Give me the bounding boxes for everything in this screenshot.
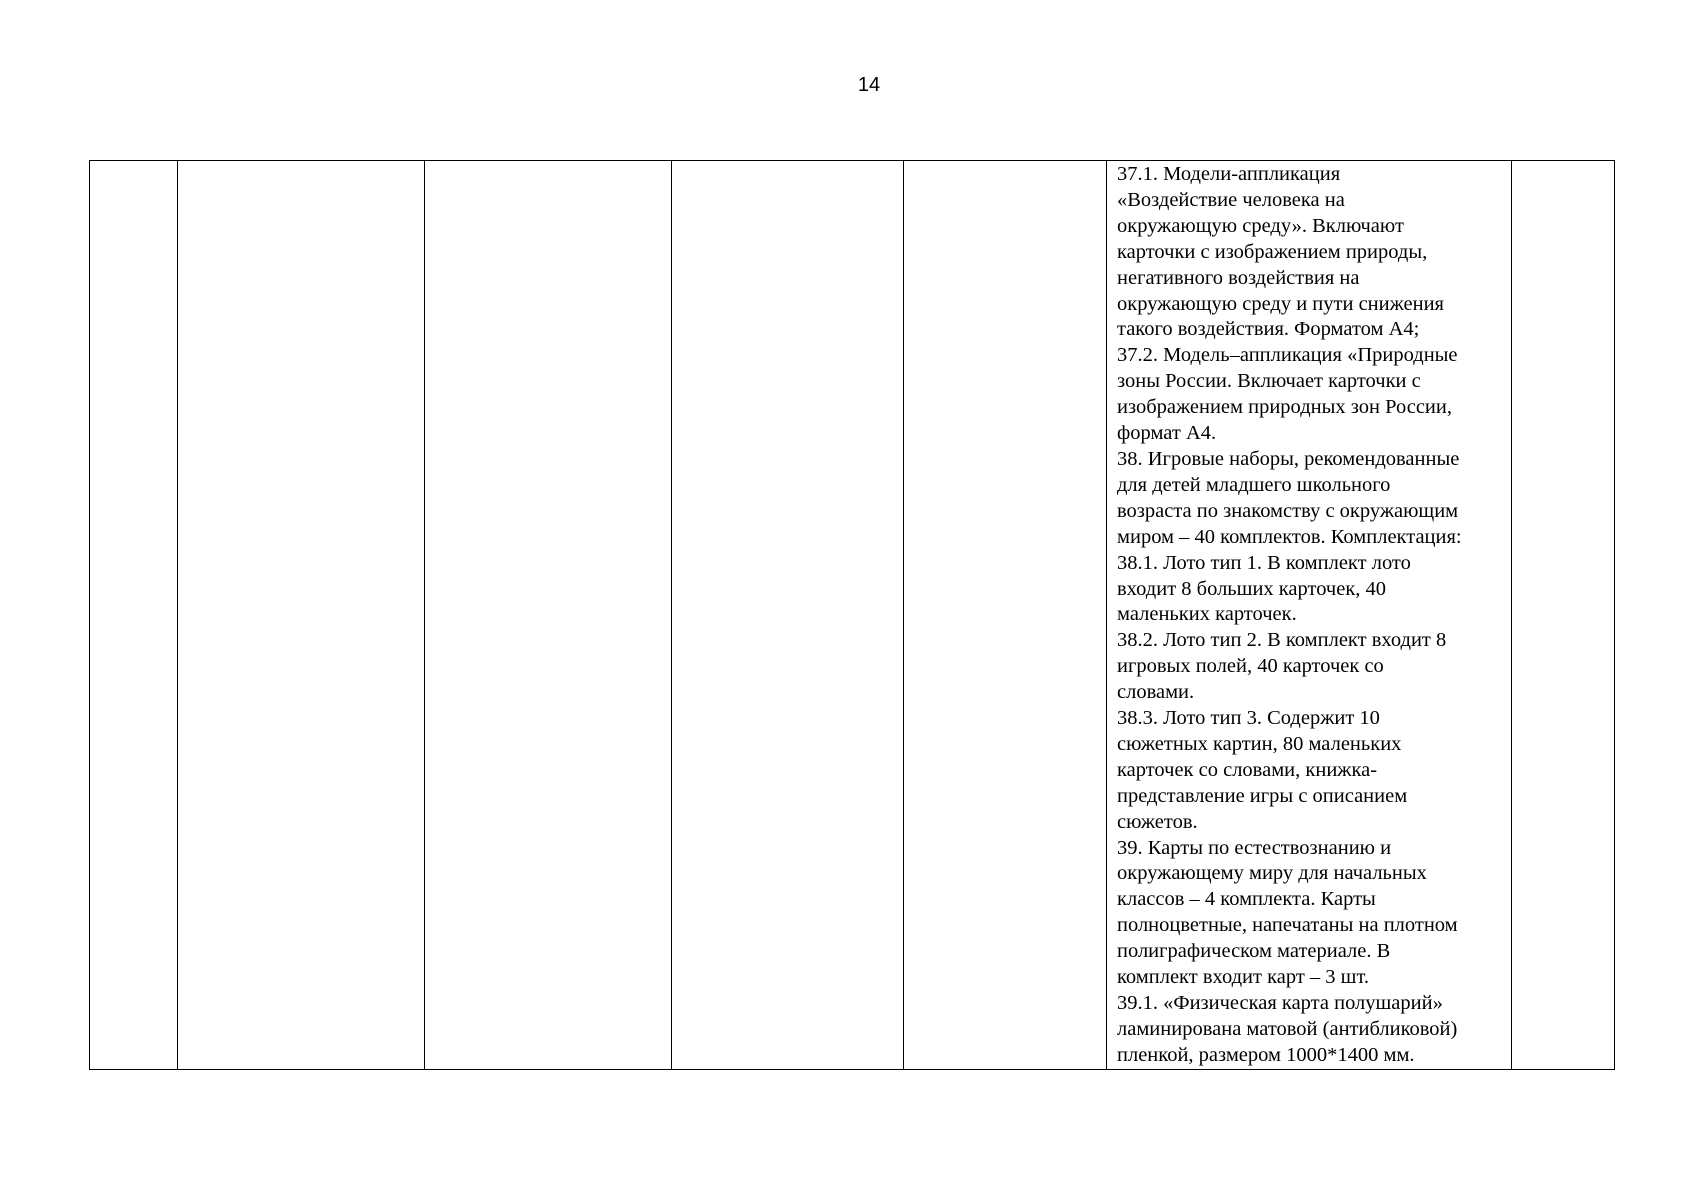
table-row [90,161,1615,1070]
description-line: для детей младшего школьного [1117,473,1391,496]
description-line: негативного воздействия на [1117,266,1360,289]
description-line: 37.1. Модели-аппликация [1117,163,1341,185]
description-line: 38. Игровые наборы, рекомендованные [1117,447,1460,470]
table-cell-col-7 [1512,161,1615,1070]
description-line: 37.2. Модель–аппликация «Природные [1117,344,1458,367]
description-line: такого воздействия. Форматом А4; [1117,318,1420,341]
table-cell-col-2 [178,161,425,1070]
description-line: входит 8 больших карточек, 40 [1117,577,1387,600]
description-line: игровых полей, 40 карточек со [1117,655,1384,678]
description-line: 38.1. Лото тип 1. В комплект лото [1117,551,1411,574]
table-cell-description [1107,161,1512,1070]
description-line: формат А4. [1117,422,1217,445]
description-line: пленкой, размером 1000*1400 мм. [1117,1043,1415,1066]
table-cell-col-3 [425,161,672,1070]
description-line: окружающую среду». Включают [1117,214,1404,237]
description-line: маленьких карточек. [1117,603,1297,626]
page-number: 14 [857,74,881,96]
description-line: карточки с изображением природы, [1117,240,1428,263]
description-line: возраста по знакомству с окружающим [1117,499,1459,522]
description-line: сюжетных картин, 80 маленьких [1117,732,1402,755]
description-line: комплект входит карт – 3 шт. [1117,966,1370,989]
description-line: зоны России. Включает карточки с [1117,370,1421,393]
description-line: словами. [1117,681,1195,704]
description-line: сюжетов. [1117,810,1198,833]
description-line: окружающую среду и пути снижения [1117,292,1444,315]
description-line: миром – 40 комплектов. Комплектация: [1117,525,1462,548]
description-line: классов – 4 комплекта. Карты [1117,888,1376,911]
description-line: полноцветные, напечатаны на плотном [1117,914,1458,937]
description-line: окружающему миру для начальных [1117,862,1427,885]
description-line: ламинирована матовой (антибликовой) [1117,1017,1458,1040]
table-cell-col-5 [904,161,1107,1070]
description-line: изображением природных зон России, [1117,396,1452,419]
description-text [1107,161,1511,1069]
table-cell-col-1 [90,161,178,1070]
description-line: 38.2. Лото тип 2. В комплект входит 8 [1117,629,1447,652]
description-line: представление игры с описанием [1117,784,1408,807]
specification-table [89,160,1615,1070]
description-line: полиграфическом материале. В [1117,940,1391,963]
description-line: 39. Карты по естествознанию и [1117,836,1392,859]
description-line: «Воздействие человека на [1117,188,1345,211]
table-cell-col-4 [672,161,904,1070]
description-line: карточек со словами, книжка- [1117,758,1378,781]
description-line: 39.1. «Физическая карта полушарий» [1117,992,1443,1014]
description-line: 38.3. Лото тип 3. Содержит 10 [1117,707,1380,730]
